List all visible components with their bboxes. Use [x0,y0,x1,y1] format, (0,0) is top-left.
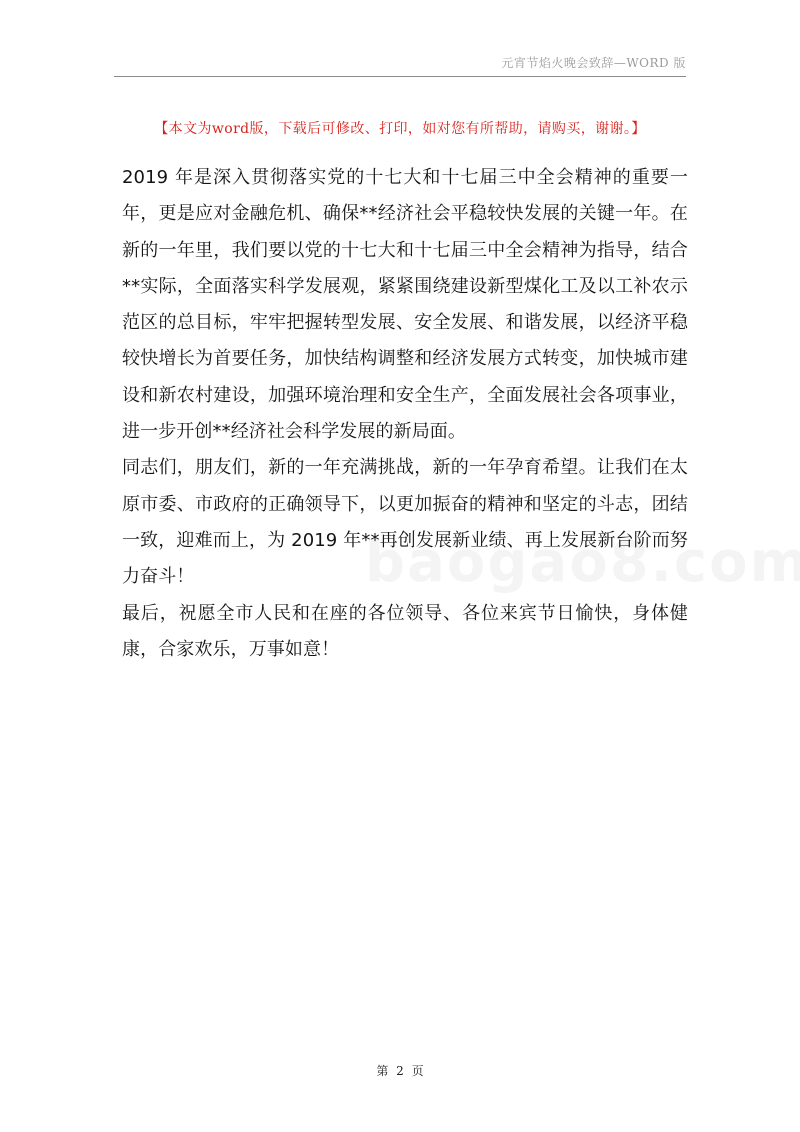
paragraph-1: 2019 年是深入贯彻落实党的十七大和十七届三中全会精神的重要一年，更是应对金融危机、确保**经济社会平稳较快发展的关键一年。在新的一年里，我们要以党的十七大和十七届三中全会精神为指导，结合**实际，全面落实科学发展观，紧紧围绕建设新型煤化工及以工补农示范区的总目标，牢牢把握转型发展、安全发展、和谐发展，以经济平稳较快增长为首要任务，加快结构调整和经济发展方式转变，加快城市建设和新农村建设，加强环境治理和安全生产，全面发展社会各项事业，进一步开创**经济社会科学发展的新局面。 [122,167,688,443]
header-title: 元宵节焰火晚会致辞—WORD 版 [501,56,686,70]
paragraph-3: 最后，祝愿全市人民和在座的各位领导、各位来宾节日愉快，身体健康，合家欢乐，万事如意！ [122,602,688,660]
paragraph-2: 同志们，朋友们，新的一年充满挑战，新的一年孕育希望。让我们在太原市委、市政府的正确领导下，以更加振奋的精神和坚定的斗志，团结一致，迎难而上，为 2019 年**再创发展新业绩、再上发展新台阶而努力奋斗！ [122,457,688,588]
purchase-notice: 【本文为word版，下载后可修改、打印，如对您有所帮助，请购买，谢谢。】 [154,121,646,137]
page-number: 第 2 页 [376,1064,424,1078]
watermark [365,530,800,595]
header-divider [114,76,686,77]
